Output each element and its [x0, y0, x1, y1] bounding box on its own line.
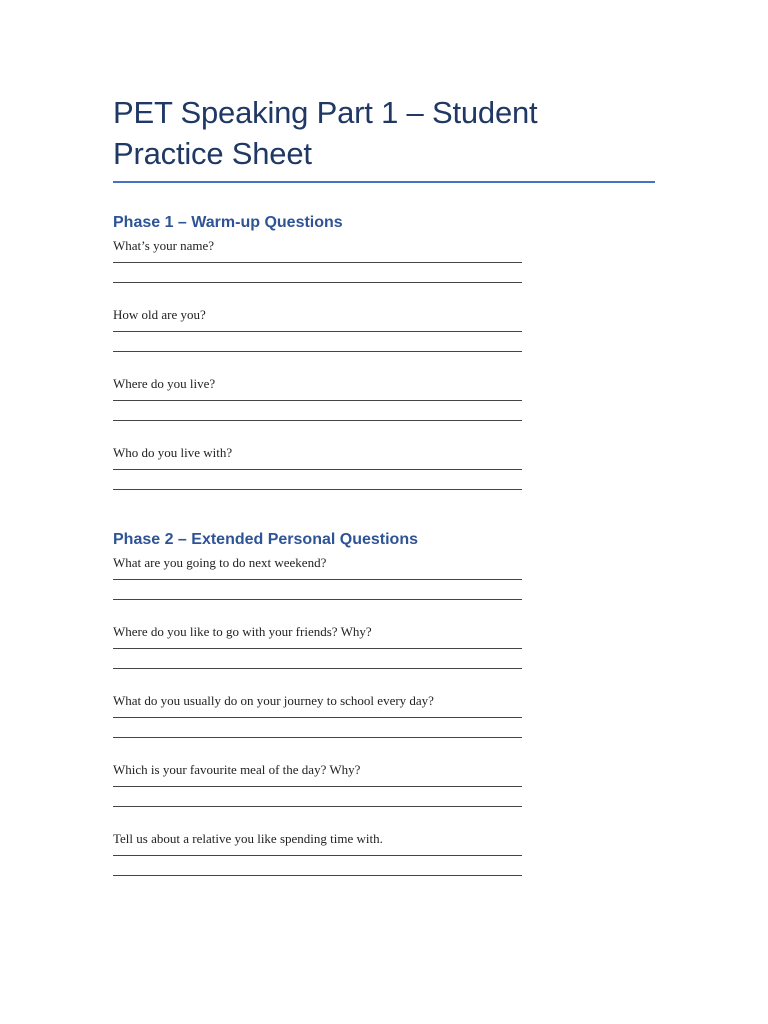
question-item — [113, 237, 655, 283]
question-text: What’s your name? — [113, 238, 215, 253]
question-text: What do you usually do on your journey to school every day? — [113, 693, 434, 708]
section-phase-2 — [113, 530, 655, 876]
question-item — [113, 692, 655, 738]
question-text: Which is your favourite meal of the day? Why? — [113, 762, 361, 777]
answer-line — [113, 580, 522, 600]
answer-line — [113, 640, 522, 649]
answer-line — [113, 649, 522, 669]
question-text: Where do you like to go with your friends? Why? — [113, 624, 372, 639]
answer-line — [113, 470, 522, 490]
answer-line — [113, 254, 522, 263]
question-text: How old are you? — [113, 307, 206, 322]
worksheet-page — [113, 92, 655, 876]
page-title: PET Speaking Part 1 – Student Practice Sheet — [113, 95, 538, 171]
answer-line — [113, 323, 522, 332]
section-heading: Phase 1 – Warm-up Questions — [113, 214, 343, 231]
question-text: Tell us about a relative you like spending time with. — [113, 831, 383, 846]
answer-line — [113, 401, 522, 421]
question-item — [113, 830, 655, 876]
answer-line — [113, 856, 522, 876]
answer-line — [113, 778, 522, 787]
question-item — [113, 761, 655, 807]
answer-line — [113, 718, 522, 738]
question-item — [113, 306, 655, 352]
section-phase-1 — [113, 213, 655, 490]
question-item — [113, 375, 655, 421]
question-text: Who do you live with? — [113, 445, 233, 460]
question-item — [113, 444, 655, 490]
title-divider — [113, 181, 655, 183]
answer-line — [113, 461, 522, 470]
answer-line — [113, 332, 522, 352]
question-text: What are you going to do next weekend? — [113, 555, 327, 570]
question-text: Where do you live? — [113, 376, 216, 391]
question-item — [113, 623, 655, 669]
answer-line — [113, 847, 522, 856]
answer-line — [113, 392, 522, 401]
answer-line — [113, 709, 522, 718]
question-item — [113, 554, 655, 600]
answer-line — [113, 787, 522, 807]
answer-line — [113, 571, 522, 580]
section-heading: Phase 2 – Extended Personal Questions — [113, 531, 418, 548]
answer-line — [113, 263, 522, 283]
